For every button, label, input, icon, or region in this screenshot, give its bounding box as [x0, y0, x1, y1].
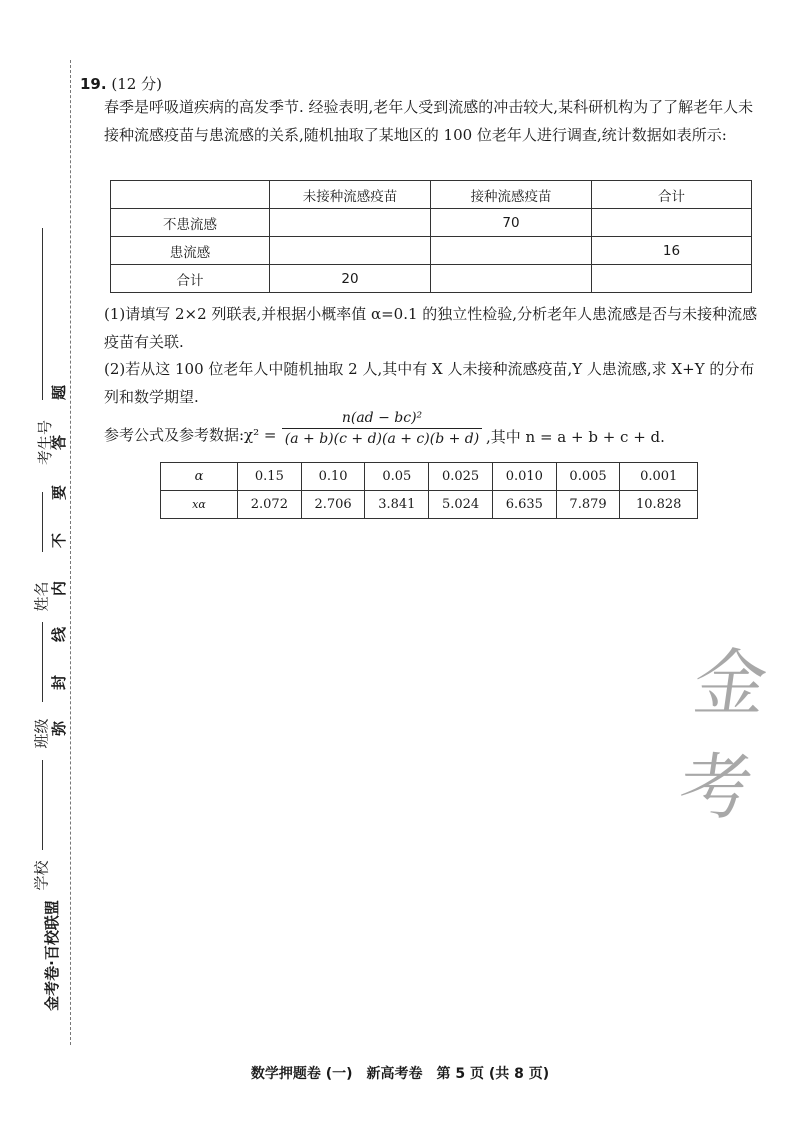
seal-char: 不 — [50, 532, 69, 549]
school-blank — [42, 760, 43, 850]
table-cell: 0.15 — [238, 463, 302, 491]
formula-prefix: 参考公式及参考数据:χ² = — [104, 426, 277, 444]
table-cell: 6.635 — [492, 491, 556, 519]
table-cell: 0.010 — [492, 463, 556, 491]
table-cell: 5.024 — [429, 491, 493, 519]
table-cell: 3.841 — [365, 491, 429, 519]
question-points: (12 分) — [111, 75, 162, 93]
watermark: 金考 — [673, 641, 777, 829]
formula-fraction — [282, 410, 482, 447]
table-cell: 2.072 — [238, 491, 302, 519]
question-part-2: (2)若从这 100 位老年人中随机抽取 2 人,其中有 X 人未接种流感疫苗,Y 人患流感,求 X+Y 的分布列和数学期望. — [104, 360, 755, 406]
table-cell: 不患流感 — [111, 209, 270, 237]
class-label: 班级 — [32, 718, 51, 749]
class-blank — [42, 622, 43, 702]
page-footer: 数学押题卷 (一) 新高考卷 第 5 页 (共 8 页) — [250, 1066, 550, 1082]
table-row — [161, 463, 698, 491]
table-cell: 0.025 — [429, 463, 493, 491]
exam-number-blank — [42, 228, 43, 400]
seal-char: 要 — [50, 484, 69, 501]
table-cell: 10.828 — [620, 491, 698, 519]
name-label: 姓名 — [32, 581, 51, 612]
table-row — [111, 265, 752, 293]
table-cell — [270, 209, 431, 237]
seal-char: 答 — [50, 434, 69, 451]
table-cell: 20 — [270, 265, 431, 293]
table-cell: 7.879 — [556, 491, 620, 519]
table-cell — [431, 237, 592, 265]
formula-denominator: (a + b)(c + d)(a + c)(b + d) — [284, 431, 480, 447]
seal-char: 线 — [50, 626, 69, 643]
table-cell: 70 — [431, 209, 592, 237]
school-label: 学校 — [32, 860, 51, 891]
formula-numerator: n(ad − bc)² — [282, 410, 482, 429]
table-header: 未接种流感疫苗 — [270, 181, 431, 209]
table-cell: 合计 — [111, 265, 270, 293]
table-row — [111, 181, 752, 209]
name-blank — [42, 492, 43, 552]
table-cell: 16 — [592, 237, 752, 265]
formula-suffix: ,其中 n = a + b + c + d. — [486, 428, 665, 446]
brand-label: 金考卷·百校联盟 — [42, 900, 61, 1011]
table-cell: 0.10 — [301, 463, 365, 491]
exam-number-label: 考生号 — [36, 419, 55, 466]
seal-char: 弥 — [50, 720, 69, 737]
table-cell: 0.05 — [365, 463, 429, 491]
seal-char: 封 — [50, 674, 69, 691]
table-cell: 患流感 — [111, 237, 270, 265]
table-cell — [431, 265, 592, 293]
table-cell — [111, 181, 270, 209]
reference-table — [160, 462, 698, 519]
table-header: 合计 — [592, 181, 752, 209]
table-row — [161, 491, 698, 519]
table-cell: 0.001 — [620, 463, 698, 491]
question-stem: 春季是呼吸道疾病的高发季节. 经验表明,老年人受到流感的冲击较大,某科研机构为了了解老年人未接种流感疫苗与患流感的关系,随机抽取了某地区的 100 位老年人进行调查,统计数据如表所示: — [104, 98, 754, 144]
question-header — [80, 73, 162, 94]
table-cell — [592, 265, 752, 293]
contingency-table — [110, 180, 752, 293]
table-cell: 0.005 — [556, 463, 620, 491]
table-cell: 2.706 — [301, 491, 365, 519]
table-header: 接种流感疫苗 — [431, 181, 592, 209]
seal-char: 内 — [50, 580, 69, 597]
table-header: xα — [161, 491, 238, 519]
question-part-1: (1)请填写 2×2 列联表,并根据小概率值 α=0.1 的独立性检验,分析老年人患流感是否与未接种流感疫苗有关联. — [104, 305, 758, 351]
seal-char: 题 — [50, 384, 69, 401]
binding-dashed-line — [70, 60, 71, 1045]
question-number: 19. — [80, 75, 107, 93]
table-cell — [270, 237, 431, 265]
table-cell — [592, 209, 752, 237]
table-row — [111, 209, 752, 237]
table-row — [111, 237, 752, 265]
table-header: α — [161, 463, 238, 491]
